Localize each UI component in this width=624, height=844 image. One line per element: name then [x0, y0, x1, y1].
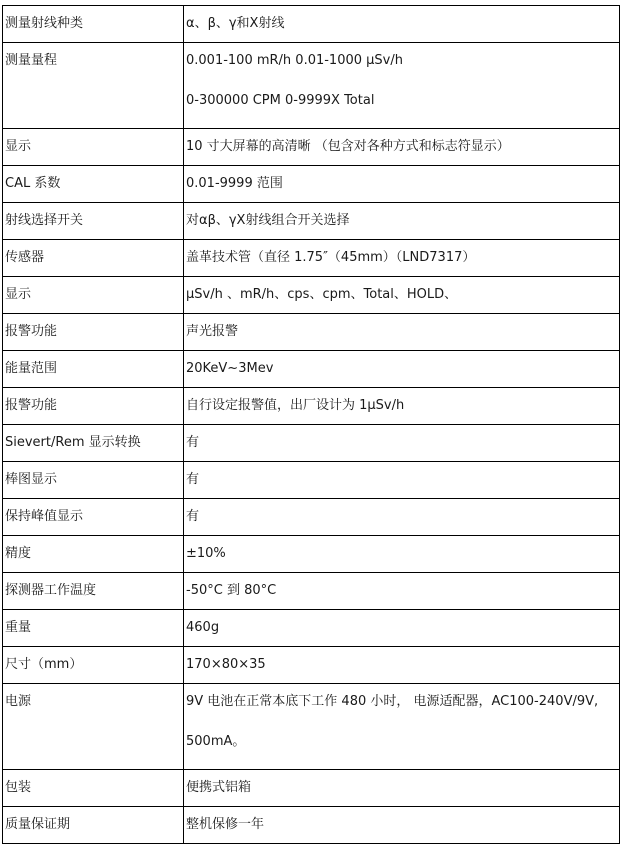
row-label: 尺寸（mm）	[3, 647, 184, 684]
row-value: 有	[184, 462, 620, 499]
row-label: 报警功能	[3, 388, 184, 425]
table-row	[3, 684, 620, 770]
row-value: ±10%	[184, 536, 620, 573]
table-row	[3, 425, 620, 462]
table-row	[3, 770, 620, 807]
table-row	[3, 277, 620, 314]
row-label: 棒图显示	[3, 462, 184, 499]
row-value: 10 寸大屏幕的高清晰 （包含对各种方式和标志符显示）	[184, 129, 620, 166]
row-value	[184, 684, 620, 770]
row-label: 电源	[3, 684, 184, 770]
row-value: μSv/h 、mR/h、cps、cpm、Total、HOLD、	[184, 277, 620, 314]
row-value: 整机保修一年	[184, 807, 620, 844]
row-value: 对αβ、γX射线组合开关选择	[184, 203, 620, 240]
row-value-line: 0-300000 CPM 0-9999X Total	[186, 93, 375, 108]
table-row	[3, 462, 620, 499]
row-value: 声光报警	[184, 314, 620, 351]
row-label: 测量量程	[3, 43, 184, 129]
row-label: 探测器工作温度	[3, 573, 184, 610]
table-row	[3, 314, 620, 351]
row-value: 460g	[184, 610, 620, 647]
table-row	[3, 43, 620, 129]
table-row	[3, 351, 620, 388]
table-row	[3, 203, 620, 240]
row-label: 报警功能	[3, 314, 184, 351]
row-value: 便携式铝箱	[184, 770, 620, 807]
table-row	[3, 388, 620, 425]
row-value: -50°C 到 80°C	[184, 573, 620, 610]
row-label: 射线选择开关	[3, 203, 184, 240]
row-label: 保持峰值显示	[3, 499, 184, 536]
spec-table	[2, 5, 620, 844]
table-row	[3, 807, 620, 844]
row-label: 质量保证期	[3, 807, 184, 844]
table-row	[3, 499, 620, 536]
row-label: 重量	[3, 610, 184, 647]
row-value-line: 0.001-100 mR/h 0.01-1000 μSv/h	[186, 53, 403, 68]
table-row	[3, 6, 620, 43]
row-value: 盖革技术管（直径 1.75″（45mm）（LND7317）	[184, 240, 620, 277]
row-value: 20KeV~3Mev	[184, 351, 620, 388]
table-row	[3, 610, 620, 647]
table-row	[3, 129, 620, 166]
row-label: 显示	[3, 129, 184, 166]
row-value: 170×80×35	[184, 647, 620, 684]
row-label: Sievert/Rem 显示转换	[3, 425, 184, 462]
row-label: 测量射线种类	[3, 6, 184, 43]
row-label: 传感器	[3, 240, 184, 277]
row-label: 包装	[3, 770, 184, 807]
row-value: 有	[184, 499, 620, 536]
row-value	[184, 43, 620, 129]
row-value: 有	[184, 425, 620, 462]
table-row	[3, 166, 620, 203]
row-label: CAL 系数	[3, 166, 184, 203]
row-label: 精度	[3, 536, 184, 573]
row-value: 自行设定报警值，出厂设计为 1μSv/h	[184, 388, 620, 425]
row-label: 显示	[3, 277, 184, 314]
table-row	[3, 240, 620, 277]
row-value-line: 500mA。	[186, 734, 246, 749]
row-value: α、β、γ和X射线	[184, 6, 620, 43]
row-value: 0.01-9999 范围	[184, 166, 620, 203]
table-row	[3, 647, 620, 684]
row-value-line: 9V 电池在正常本底下工作 480 小时， 电源适配器，AC100-240V/9V,	[186, 694, 599, 709]
table-row	[3, 573, 620, 610]
row-label: 能量范围	[3, 351, 184, 388]
table-row	[3, 536, 620, 573]
